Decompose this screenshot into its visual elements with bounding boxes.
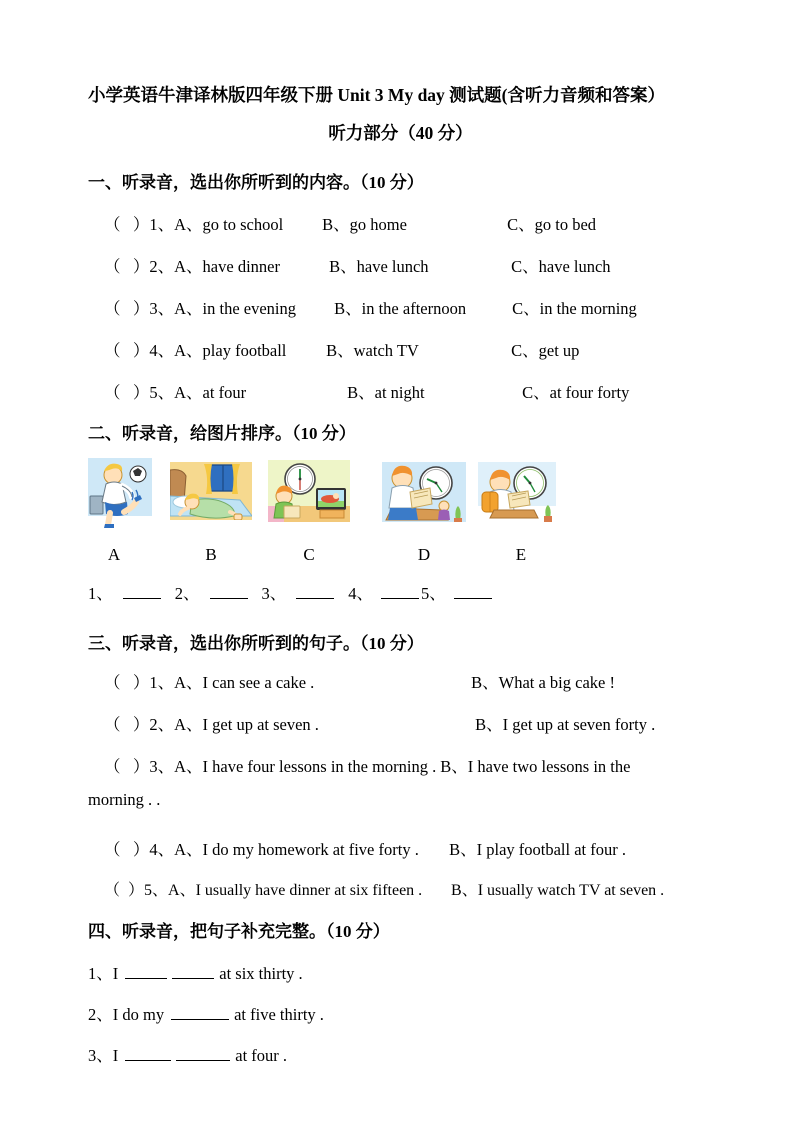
ordering-number-5: 5、	[421, 584, 446, 603]
option-a[interactable]: A、have dinner	[174, 257, 280, 276]
fill-row-4-1	[88, 960, 303, 984]
ordering-blank-5[interactable]	[454, 585, 492, 599]
question-row-1-1	[104, 211, 596, 235]
section-heading-1: 一、听录音，选出你所听到的内容。（10 分）	[88, 173, 424, 192]
sentence-suffix: at five thirty .	[234, 1005, 324, 1024]
picture-label-e: E	[515, 545, 527, 564]
section-heading-4: 四、听录音，把句子补充完整。（10 分）	[88, 922, 390, 941]
ordering-number-1: 1、	[88, 584, 113, 603]
sentence-prefix: I do my	[112, 1005, 165, 1024]
section-heading-3: 三、听录音，选出你所听到的句子。（10 分）	[88, 634, 424, 653]
question-number: 2、	[149, 257, 175, 276]
option-a[interactable]: A、I get up at seven .	[174, 715, 319, 734]
ordering-number-2: 2、	[174, 584, 200, 603]
page-title: 小学英语牛津译林版四年级下册 Unit 3 My day 测试题(含听力音频和答案）	[88, 85, 666, 105]
ordering-number-4: 4、	[348, 584, 373, 603]
option-b[interactable]: B、watch TV	[326, 341, 419, 360]
option-a[interactable]: A、at four	[174, 383, 247, 402]
fill-row-4-2	[88, 1001, 324, 1025]
question-number: 2、	[149, 715, 175, 734]
question-row-1-3	[104, 295, 637, 319]
fill-blank-1a[interactable]	[125, 965, 167, 979]
ordering-blank-1[interactable]	[123, 585, 161, 599]
answer-bracket[interactable]: （ ）	[104, 341, 150, 360]
question-row-3-2	[104, 711, 655, 735]
ordering-blank-2[interactable]	[210, 585, 248, 599]
ordering-blank-4[interactable]	[381, 585, 419, 599]
answer-bracket[interactable]: （ ）	[104, 215, 150, 234]
sentence-suffix: at six thirty .	[219, 964, 303, 983]
question-row-3-1	[104, 669, 615, 693]
answer-bracket[interactable]: （ ）	[104, 383, 150, 402]
question-number: 1、	[149, 215, 175, 234]
question-row-1-5	[104, 379, 629, 403]
answer-bracket[interactable]: （ ）	[104, 840, 150, 859]
question-number: 3、	[149, 757, 175, 776]
ordering-number-3: 3、	[261, 584, 287, 603]
option-b[interactable]: B、have lunch	[329, 257, 429, 276]
question-row-1-4	[104, 337, 579, 361]
answer-bracket[interactable]: （ ）	[104, 673, 150, 692]
option-b[interactable]: B、I play football at four .	[449, 840, 627, 859]
option-a[interactable]: A、I usually have dinner at six fifteen .	[168, 882, 423, 899]
option-c[interactable]: C、at four forty	[522, 383, 630, 402]
question-number: 5、	[144, 882, 169, 899]
question-row-3-5	[104, 877, 664, 900]
picture-a-boy-playing-football[interactable]	[88, 458, 152, 529]
question-number: 3、	[149, 299, 175, 318]
fill-blank-3b[interactable]	[176, 1047, 230, 1061]
fill-blank-3a[interactable]	[125, 1047, 171, 1061]
picture-e-child-with-backpack-reading[interactable]	[478, 462, 556, 528]
option-b[interactable]: B、go home	[322, 215, 407, 234]
option-c[interactable]: C、in the morning	[512, 299, 637, 318]
option-b[interactable]: B、I usually watch TV at seven .	[451, 882, 665, 899]
picture-b-child-sleeping-in-bed[interactable]	[170, 462, 252, 528]
question-number: 1、	[149, 673, 175, 692]
picture-d-child-at-desk-with-clock[interactable]	[382, 462, 466, 528]
picture-label-c: C	[303, 545, 315, 564]
fill-blank-1b[interactable]	[172, 965, 214, 979]
option-a[interactable]: A、in the evening	[174, 299, 297, 318]
question-number: 4、	[149, 840, 175, 859]
option-c[interactable]: C、have lunch	[511, 257, 611, 276]
answer-bracket[interactable]: （ ）	[104, 715, 150, 734]
option-b[interactable]: B、at night	[347, 383, 425, 402]
option-a[interactable]: A、I can see a cake .	[174, 673, 315, 692]
option-a[interactable]: A、play football	[174, 341, 287, 360]
question-number: 3、	[88, 1046, 113, 1065]
picture-label-d: D	[417, 545, 431, 564]
option-a[interactable]: A、go to school	[174, 215, 284, 234]
question-number: 5、	[149, 383, 175, 402]
option-c[interactable]: C、go to bed	[507, 215, 597, 234]
answer-bracket[interactable]: （ ）	[104, 757, 150, 776]
option-a[interactable]: A、I do my homework at five forty .	[174, 840, 419, 859]
sentence-prefix: I	[112, 1046, 119, 1065]
fill-row-4-3	[88, 1042, 287, 1066]
option-b[interactable]: B、What a big cake !	[471, 673, 615, 692]
answer-bracket[interactable]: （ ）	[104, 257, 150, 276]
fill-blank-2a[interactable]	[171, 1006, 229, 1020]
question-row-3-3-continued: morning . .	[88, 790, 161, 809]
question-number: 4、	[149, 341, 175, 360]
question-number: 1、	[88, 964, 113, 983]
question-row-1-2	[104, 253, 611, 277]
option-b[interactable]: B、I get up at seven forty .	[475, 715, 656, 734]
question-row-3-3	[104, 753, 630, 777]
sentence-suffix: at four .	[235, 1046, 288, 1065]
answer-bracket[interactable]: （ ）	[104, 299, 150, 318]
question-row-3-4	[104, 836, 626, 860]
option-b[interactable]: B、I have two lessons in the	[440, 757, 631, 776]
option-b[interactable]: B、in the afternoon	[334, 299, 467, 318]
picture-c-child-watching-tv[interactable]	[268, 460, 350, 528]
question-number: 2、	[88, 1005, 113, 1024]
page-subtitle: 听力部分（40 分）	[328, 123, 473, 143]
section-heading-2: 二、听录音，给图片排序。（10 分）	[88, 424, 356, 443]
option-c[interactable]: C、get up	[511, 341, 580, 360]
answer-bracket[interactable]: （ ）	[104, 882, 145, 899]
sentence-prefix: I	[112, 964, 119, 983]
picture-label-a: A	[107, 545, 121, 564]
option-a[interactable]: A、I have four lessons in the morning .	[174, 757, 437, 776]
ordering-blank-3[interactable]	[296, 585, 334, 599]
ordering-answer-row	[88, 580, 492, 604]
picture-label-b: B	[205, 545, 217, 564]
